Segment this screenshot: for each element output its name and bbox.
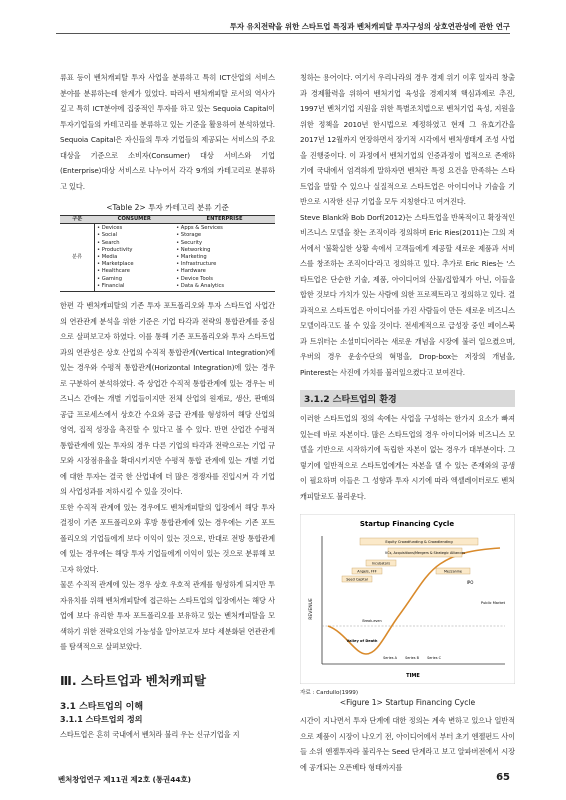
stage-label: VCs, Acquisitions/Mergers & Strategic Alliances: [384, 551, 466, 555]
list-item: • Devices: [97, 225, 172, 232]
list-item: • Security: [176, 240, 273, 247]
stage-label: IPO: [466, 580, 474, 585]
startup-financing-figure: [300, 514, 515, 684]
list-item: • Device Tools: [176, 276, 273, 283]
subsubsection-title: 3.1.1 스타트업의 정의: [60, 714, 143, 724]
figure-source: 자료 : Cardullo(1999): [300, 690, 359, 696]
list-item: • Productivity: [97, 247, 172, 254]
table-header-consumer: CONSUMER: [95, 216, 175, 224]
consumer-list: [95, 224, 175, 292]
stage-label: Equity Crowdfunding & Crowdlending: [385, 540, 453, 544]
subsection-title: 3.1 스타트업의 이해: [60, 701, 144, 712]
section-title: Ⅲ. 스타트업과 벤처캐피탈: [60, 672, 207, 688]
figure-caption: <Figure 1> Startup Financing Cycle: [339, 698, 476, 707]
left-paragraph-4: 물론 수직적 관계에 있는 경우 상호 우호적 관계를 형성하게 되지만 투자유치를 위해 벤처캐피탈에 접근하는 스타트업의 입장에서는 해당 사업에 보다 유리한 투자 포트폴리오를 보유하고 있는 벤처캐피탈을 모색하기 위한 전략요인의 가능성을 알아보고자 보다 세분화된 연관관계를 탐색적으로 살펴보았다.: [60, 580, 275, 652]
stage-label: Incubators: [372, 561, 390, 566]
list-item: • Marketing: [176, 254, 273, 261]
list-item: • Marketplace: [97, 261, 172, 268]
page-number: 65: [496, 772, 510, 783]
table-row-label: 분류: [60, 224, 95, 292]
x-axis-label: TIME: [406, 673, 420, 679]
stage-label: Series A: [383, 656, 397, 660]
list-item: • Apps & Services: [176, 225, 273, 232]
stage-label: Valley of Death: [346, 639, 378, 643]
financing-cycle-diagram: [300, 514, 515, 684]
list-item: • Networking: [176, 247, 273, 254]
table-header-category: 구분: [60, 216, 95, 224]
right-paragraph-2: Steve Blank와 Bob Dorf(2012)는 스타트업을 반복적이고 확장적인 비즈니스 모델을 찾는 조직이라 정의하며 Eric Ries(2011)는 그의 저서에서 '불확실한 상황 속에서 고객들에게 제공할 새로운 제품과 서비스를 창조하는 조직이다'라고 정의하고 있다. 추가로 Eric Ries는 '스타트업은 단순한 기술, 제품, 아이디어의 산물/집합체가 아닌, 이들을 합한 것보다 가치가 있는 사람에 의한 프로젝트라고 정의하고 있다. 결과적으로 스타트업은 아이디어를 가진 사람들이 만든 새로운 비즈니스 모델이라고도 볼 수 있을 것이다. 전세계적으로 급성장 중인 페이스북과 트위터는 소셜미디어라는 새로운 개념을 시장에 불러 일으켰으며, 우버의 경우 운송수단의 혁명을, Drop-box는 저장의 개념을, Pinterest는 사진에 가치를 불러일으켰다고 보여진다.: [300, 212, 515, 377]
left-column: [60, 70, 275, 742]
list-item: • Storage: [176, 232, 273, 239]
right-paragraph-3: 이러한 스타트업의 정의 속에는 사업을 구성하는 한가지 요소가 빠져있는데 바로 자본이다. 많은 스타트업의 경우 아이디어와 비즈니스 모델을 기반으로 시작하기에 독립한 자본이 없는 경우가 대부분이다. 그렇기에 일반적으로 스타트업에게는 자본을 댈 수 있는 존재와의 공생이 필요하며 이들은 그 성향과 투자 시기에 따라 엑셀레이터로도 벤처캐피탈로도 불리운다.: [300, 414, 515, 501]
list-item: • Hardware: [176, 268, 273, 275]
stage-label: Break-even: [362, 619, 382, 623]
left-paragraph-5: 스타트업은 흔히 국내에서 벤처라 불리 우는 신규기업을 지: [60, 729, 240, 739]
list-item: • Financial: [97, 283, 172, 290]
list-item: • Search: [97, 240, 172, 247]
right-paragraph-4: 시간이 지나면서 투자 단계에 대한 정의는 계속 변하고 있으나 일반적으로 제품이 시장이 나오기 전, 아이디어에서 부터 초기 엔젤펀드 사이들 소위 엔젤투자라 불리우는 Seed 단계라고 보고 알파버전에서 시장에 공개되는 오픈베타 형태까지를: [300, 716, 515, 772]
enterprise-list: [174, 224, 275, 292]
header-rule: [56, 33, 510, 34]
table-header-enterprise: ENTERPRISE: [174, 216, 275, 224]
list-item: • Infrastructure: [176, 261, 273, 268]
stage-label: Angels, FFF: [357, 569, 377, 574]
stage-label: Seed Capital: [346, 577, 368, 582]
right-paragraph-1: 칭하는 용어이다. 여기서 우리나라의 경우 경제 위기 이후 일자리 창출과 경제활력을 위하여 벤처기업 육성을 경제지책 핵심과제로 추진, 1997년 벤처기업 지원을 위한 특별조치법으로 벤처기업 육성, 지원을 위한 정책을 2010년 한시법으로 제정하였고 현재 그 유효기간을 2017년 12월까지 연장하면서 장기적 시각에서 벤처생태계 조성 사업을 진행중이다. 이 과정에서 벤처기업의 인증과정이 법적으로 존재하기에 국내에서 엄격하게 말하자면 벤처란 특정 요건을 만족하는 스타트업을 말할 수 있으나 실질적으로 스타트업은 아이디어나 기술을 기반으로 시작한 신규 기업을 모두 지칭한다고 여겨진다.: [300, 73, 515, 206]
list-item: • Social: [97, 232, 172, 239]
category-table: [60, 215, 275, 292]
y-axis-label: REVENUE: [309, 598, 314, 620]
figure-title: Startup Financing Cycle: [359, 520, 455, 528]
left-paragraph-2: 한편 각 벤처캐피탈의 기존 투자 포트폴리오와 투자 스타트업 사업간의 연관관계 분석을 위한 기준은 기업 타각과 전략의 통합관계를 중심으로 살펴보고자 하였다. 이를 통해 기존 포트폴리오와 투자 스타트업과의 연관성은 상호 산업의 수직적 통합관계(Vertical Integration)에 있는 경우와 수평적 통합관계(Horizontal Integration)에 있는 경우로 구분하여 분석하였다. 즉 상업간 수직적 통합관계에 있는 경우는 비즈니스 간에는 개별 기업들이지만 전체 산업의 원재료, 생산, 판매의 공급 프로세스에서 상호간 수요와 공급 관계를 형성하여 해당 산업의 영역, 집적 성장을 촉진할 수 있다고 볼 수 있다. 반면 산업간 수평적 통합관계에 있는 투자의 경우 다른 기업의 타각과 전략으로는 기업 규모와 시장점유율을 확대시키지만 수평적 통합 관계에 있는 개별 기업에 대한 투자는 결국 한 산업내에 더 많은 경쟁자를 진입시켜 각 기업의 사업성과를 저하시킬 수 있을 것이다.: [60, 301, 275, 497]
list-item: • Data & Analytics: [176, 283, 273, 290]
stage-label: Series B: [405, 656, 419, 660]
running-title: 투자 유치전략을 위한 스타트업 특징과 벤처캐피탈 투자구성의 상호연관성에 관한 연구: [229, 22, 510, 31]
subsection-heading: 3.1.2 스타트업의 환경: [300, 390, 515, 407]
right-column: [300, 70, 515, 775]
stage-label: Series C: [427, 656, 441, 660]
stage-label: Public Market: [480, 601, 506, 605]
list-item: • Healthcare: [97, 268, 172, 275]
table-caption: <Table 2> 투자 카테고리 분류 기준: [106, 203, 229, 212]
running-header: [0, 0, 566, 44]
left-paragraph-3: 또한 수직적 관계에 있는 경우에도 벤처캐피탈의 입장에서 해당 투자 결정이 기존 포트폴리오와 후방 통합관계에 있는 경우에는 기존 포트폴리오의 기업들에게 보다 이익이 있는 것으로, 반대로 전방 통합관계에 있는 경우에는 해당 투자 기업들에게 이익이 있는 것으로 분류해 보고자 하였다.: [60, 502, 275, 574]
stage-label: Mezzanine: [444, 569, 462, 574]
list-item: • Media: [97, 254, 172, 261]
journal-info: 벤처창업연구 제11권 제2호 (통권44호): [58, 775, 191, 784]
left-paragraph-1: 류표 등이 벤처캐피탈 투자 사업을 분류하고 특히 ICT산업의 서비스 분야를 분류하는데 한계가 있었다. 따라서 벤처캐피탈 로서의 역사가 깊고 특히 ICT분야에 집중적인 투자를 하고 있는 Sequoia Capital이 투자기업들의 카테고리를 분류하고 있는 기준을 활용하여 분석하였다. Sequoia Capital은 자신들의 투자 기업들의 제공되는 서비스의 주요 대상을 기준으로 소비자(Consumer) 대상 서비스와 기업(Enterprise)대상 서비스로 나누어서 각각 9개의 카테고리로 분류하고 있다.: [60, 73, 275, 191]
list-item: • Gaming: [97, 276, 172, 283]
